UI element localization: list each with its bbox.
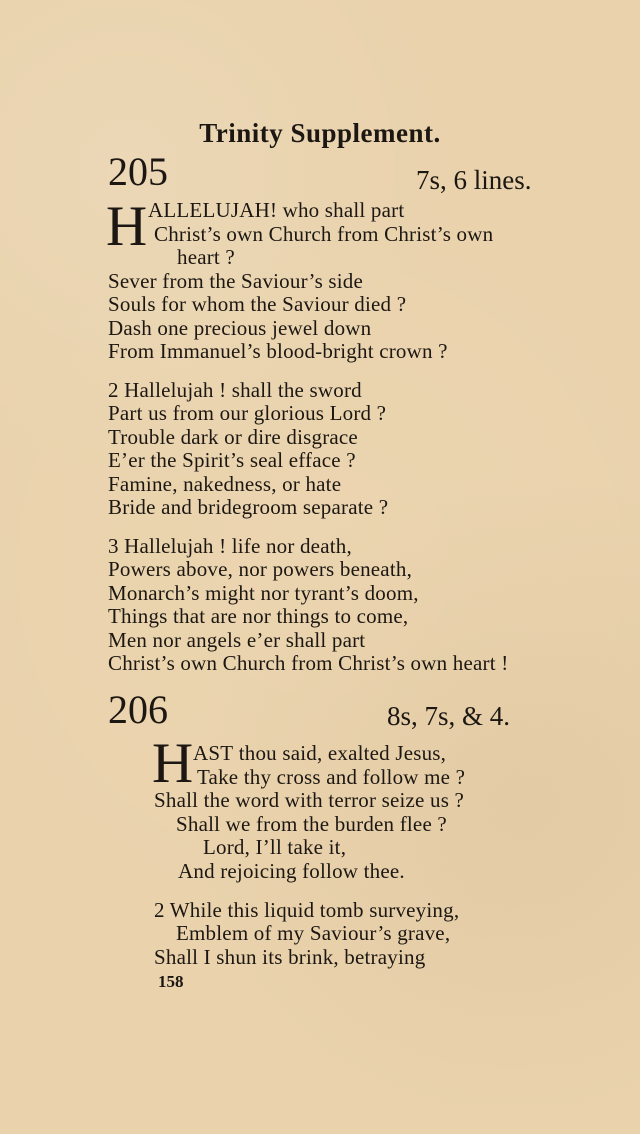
hymn-number: 206: [108, 687, 168, 732]
drop-cap: H: [152, 732, 194, 795]
first-line: [193, 743, 446, 764]
page-number: 158: [158, 972, 184, 991]
first-line-rest: thou said, exalted Jesus,: [238, 741, 447, 765]
verse-line: Things that are nor things to come,: [108, 604, 409, 628]
verse-line: Famine, nakedness, or hate: [108, 472, 342, 496]
first-line-rest: who shall part: [282, 198, 405, 222]
verse-line: Monarch’s might nor tyrant’s doom,: [108, 581, 419, 605]
verse-line: Christ’s own Church from Christ’s own heart !: [108, 651, 509, 675]
verse-line: E’er the Spirit’s seal efface ?: [108, 448, 356, 472]
verse-line: Shall we from the burden flee ?: [176, 812, 447, 836]
verse-line: 2 While this liquid tomb surveying,: [154, 898, 460, 922]
drop-cap: H: [106, 195, 148, 258]
verse-line: Bride and bridegroom separate ?: [108, 495, 389, 519]
verse-line: Shall I shun its brink, betraying: [154, 945, 426, 969]
verse-line: From Immanuel’s blood-bright crown ?: [108, 339, 448, 363]
verse-line: 3 Hallelujah ! life nor death,: [108, 534, 352, 558]
verse-line: Shall the word with terror seize us ?: [154, 788, 465, 812]
verse-line: Take thy cross and follow me ?: [197, 765, 466, 789]
verse-line: Dash one precious jewel down: [108, 316, 372, 340]
running-head: Trinity Supplement.: [199, 118, 441, 148]
hymn-meter: 8s, 7s, & 4.: [387, 701, 511, 731]
verse-line: Men nor angels e’er shall part: [108, 628, 366, 652]
first-word: ALLELUJAH!: [148, 198, 278, 222]
verse-line: Emblem of my Saviour’s grave,: [176, 921, 451, 945]
first-word: AST: [193, 741, 234, 765]
hymn-number: 205: [108, 149, 168, 194]
verse-line: Part us from our glorious Lord ?: [108, 401, 387, 425]
verse-line: Trouble dark or dire disgrace: [108, 425, 358, 449]
verse-line: And rejoicing follow thee.: [178, 859, 405, 883]
verse-line: Souls for whom the Saviour died ?: [108, 292, 407, 316]
verse-line: Christ’s own Church from Christ’s own: [154, 222, 494, 246]
first-line: [148, 200, 404, 221]
verse-line: Powers above, nor powers beneath,: [108, 557, 413, 581]
verse-line: Lord, I’ll take it,: [203, 835, 347, 859]
verse-line: 2 Hallelujah ! shall the sword: [108, 378, 362, 402]
verse-line: heart ?: [177, 245, 235, 269]
hymn-meter: 7s, 6 lines.: [416, 165, 532, 195]
verse-line: Sever from the Saviour’s side: [108, 269, 364, 293]
